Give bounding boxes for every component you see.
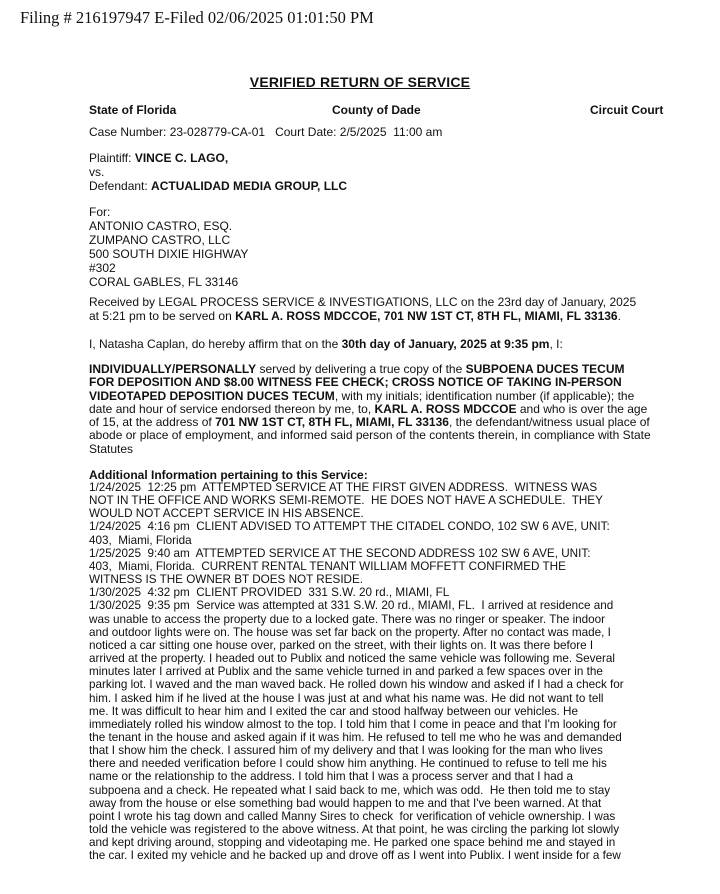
log-line: subpoena and a check. He repeated what I said back to me, which was odd. He then told me to stay bbox=[89, 783, 611, 797]
for-line: ANTONIO CASTRO, ESQ. bbox=[89, 219, 233, 233]
plaintiff-label: Plaintiff: bbox=[89, 151, 135, 165]
service-line: Statutes bbox=[89, 441, 134, 456]
service-method: INDIVIDUALLY/PERSONALLY bbox=[89, 362, 257, 376]
received-line-2 bbox=[89, 309, 675, 323]
court-label: Circuit Court bbox=[590, 103, 664, 117]
service-line bbox=[89, 403, 675, 416]
log-line: 1/25/2025 9:40 am ATTEMPTED SERVICE AT THE SECOND ADDRESS 102 SW 6 AVE, UNIT: bbox=[89, 546, 591, 560]
log-line: 1/30/2025 9:35 pm Service was attempted at 331 S.W. 20 rd., MIAMI, FL. I arrived at residence and bbox=[89, 599, 614, 613]
log-line: that I show him the check. I assured him of my delivery and that I was looking for the man who lives bbox=[89, 744, 603, 758]
served-party: KARL A. ROSS MDCCOE bbox=[374, 401, 517, 416]
received-prefix: at 5:21 pm to be served on bbox=[89, 309, 236, 323]
additional-info-heading: Additional Information pertaining to this Service: bbox=[89, 468, 368, 482]
for-block bbox=[89, 205, 248, 289]
affirmation-line bbox=[89, 337, 675, 351]
for-line: CORAL GABLES, FL 33146 bbox=[89, 275, 239, 289]
case-number-line: Case Number: 23-028779-CA-01 Court Date: 2/5/2025 11:00 am bbox=[89, 125, 443, 139]
log-line: name or the relationship to the address. I told him that I was a process server and that I had a bbox=[89, 770, 573, 784]
log-line: was unable to access the property due to a locked gate. There was no ringer or speaker. The indoor bbox=[89, 612, 606, 626]
log-line: 1/24/2025 12:25 pm ATTEMPTED SERVICE AT THE FIRST GIVEN ADDRESS. WITNESS WAS bbox=[89, 481, 598, 494]
log-line: 1/30/2025 4:32 pm CLIENT PROVIDED 331 S.W. 20 rd., MIAMI, FL bbox=[89, 586, 450, 600]
affirm-datetime: 30th day of January, 2025 at 9:35 pm bbox=[341, 337, 550, 351]
for-line: ZUMPANO CASTRO, LLC bbox=[89, 233, 231, 247]
service-line: abode or place of employment, and informed said person of the contents therein, in compliance with State bbox=[89, 428, 651, 443]
received-paragraph bbox=[89, 295, 675, 323]
service-paragraph bbox=[89, 363, 675, 456]
log-line: arrived at the property. I headed out to Publix and noticed the same vehicle was following me. Several bbox=[89, 652, 616, 666]
service-log bbox=[89, 481, 689, 863]
affirm-prefix: I, Natasha Caplan, do hereby affirm that on the bbox=[89, 337, 342, 351]
county-label: County of Dade bbox=[332, 103, 421, 117]
service-line bbox=[89, 363, 675, 376]
log-line: the tenant in the house and asked again if it was him. He refused to tell me who he was and demanded bbox=[89, 730, 622, 744]
log-line: 403, Miami, Florida. CURRENT RENTAL TENANT WILLIAM MOFFETT CONFIRMED THE bbox=[89, 559, 566, 573]
log-line: me. It was difficult to hear him and I exited the car and stood halfway between our vehicles. He bbox=[89, 704, 578, 718]
service-text: of 15, at the address of bbox=[89, 415, 216, 430]
service-line bbox=[89, 390, 675, 403]
log-line: WOULD NOT ACCEPT SERVICE IN HIS ABSENCE. bbox=[89, 507, 364, 521]
service-line bbox=[89, 416, 675, 429]
received-line-1: Received by LEGAL PROCESS SERVICE & INVESTIGATIONS, LLC on the 23rd day of January, 2025 bbox=[89, 295, 637, 309]
for-label: For: bbox=[89, 205, 111, 219]
served-party-address: KARL A. ROSS MDCCOE, 701 NW 1ST CT, 8TH FL, MIAMI, FL 33136 bbox=[235, 309, 618, 323]
defendant-line bbox=[89, 179, 347, 193]
log-line: parking lot. I waved and the man waved back. He rolled down his window and asked if I had a check for bbox=[89, 678, 624, 692]
log-line: point I wrote his tag down and called Manny Sires to check for verification of vehicle ownership. I was bbox=[89, 809, 616, 823]
defendant-name: ACTUALIDAD MEDIA GROUP, LLC bbox=[151, 179, 348, 193]
received-suffix: . bbox=[617, 309, 621, 323]
for-line: 500 SOUTH DIXIE HIGHWAY bbox=[89, 247, 249, 261]
defendant-label: Defendant: bbox=[89, 179, 152, 193]
log-line: immediately rolled his window almost to the top. I told him that I come in peace and that I'm looking for bbox=[89, 717, 617, 731]
service-text: , with my initials; identification number (if applicable); the bbox=[334, 388, 635, 403]
log-line: told the vehicle was registered to the above witness. At that point, he was circling the parking lot slowly bbox=[89, 823, 620, 837]
filing-header: Filing # 216197947 E-Filed 02/06/2025 01:01:50 PM bbox=[20, 8, 374, 27]
service-text: , the defendant/witness usual place of bbox=[448, 415, 650, 430]
log-line: 1/24/2025 4:16 pm CLIENT ADVISED TO ATTEMPT THE CITADEL CONDO, 102 SW 6 AVE, UNIT: bbox=[89, 520, 610, 534]
for-line: #302 bbox=[89, 261, 116, 275]
log-line: 403, Miami, Florida bbox=[89, 533, 192, 547]
service-text: served by delivering a true copy of the bbox=[256, 362, 466, 376]
document-title: VERIFIED RETURN OF SERVICE bbox=[249, 74, 471, 90]
log-line: him. I asked him if he lived at the house I was just at and what his name was. He did not want to tell bbox=[89, 691, 604, 705]
log-line: minutes later I arrived at Publix and the same vehicle turned in and parked a few spaces over in the bbox=[89, 665, 603, 679]
affirm-suffix: , I: bbox=[549, 337, 563, 351]
log-line: the car. I exited my vehicle and he backed up and drove off as I went into Publix. I went inside for a few bbox=[89, 849, 621, 863]
plaintiff-line bbox=[89, 151, 228, 165]
service-line: FOR DEPOSITION AND $8.00 WITNESS FEE CHECK; CROSS NOTICE OF TAKING IN-PERSON bbox=[89, 375, 622, 390]
log-line: WITNESS IS THE OWNER BT DOES NOT RESIDE. bbox=[89, 573, 364, 587]
log-line: NOT IN THE OFFICE AND WORKS SEMI-REMOTE. HE DOES NOT HAVE A SCHEDULE. THEY bbox=[89, 494, 603, 508]
service-document: VIDEOTAPED DEPOSITION DUCES TECUM bbox=[89, 388, 335, 403]
state-label: State of Florida bbox=[89, 103, 177, 117]
log-line: noticed a car sitting one house over, parked on the street, with their lights on. It was there before I bbox=[89, 638, 594, 652]
log-line: and outdoor lights were on. The house was set far back on the property. After no contact was made, I bbox=[89, 625, 611, 639]
service-text: and who is over the age bbox=[516, 401, 648, 416]
log-line: away from the house or else something bad would happen to me and that I've been warned. At that bbox=[89, 796, 602, 810]
log-line: and kept driving around, stopping and videotaping me. He parked one space behind me and stayed in bbox=[89, 836, 616, 850]
service-text: date and hour of service endorsed thereon by me, to, bbox=[89, 401, 375, 416]
service-address: 701 NW 1ST CT, 8TH FL, MIAMI, FL 33136 bbox=[215, 415, 449, 430]
plaintiff-name: VINCE C. LAGO, bbox=[134, 151, 229, 165]
service-document: SUBPOENA DUCES TECUM bbox=[465, 362, 625, 376]
versus: vs. bbox=[89, 165, 105, 179]
log-line: there and needed verification before I could show him anything. He continued to refuse to tell me his bbox=[89, 757, 607, 771]
